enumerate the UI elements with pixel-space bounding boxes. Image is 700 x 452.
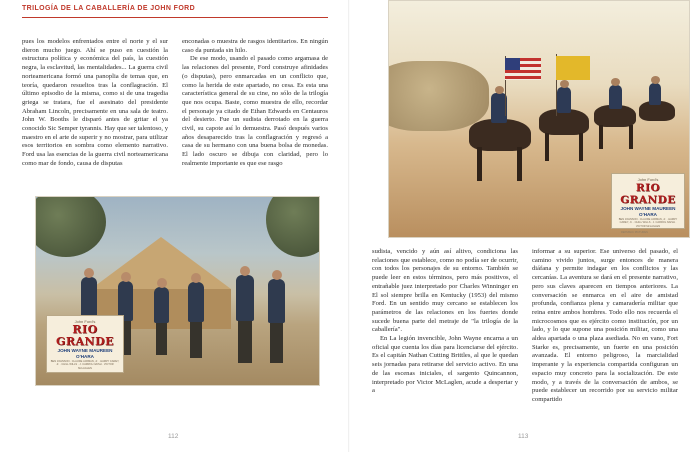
lobby-card-title: [611, 173, 685, 229]
page-number: 112: [168, 433, 179, 440]
rider: [609, 85, 622, 109]
paragraph: pues los modelos enfrentados entre el norte y el sur dieron mucho juego. Ahí se puso en cuestión la estructura política y económica del país, la cuestión negra, la esclavitud, las mentalidades... La guerra civil norteamericana formó una panoplia de temas que, en teoría, quedaron resueltos tras la conflagración. El último episodio de la misma, como si de una tragedia griega se tratara, fue el asesinato del presidente Abraham Lincoln, precisamente en una sala de teatro. John W. Booths le disparó antes de gritar el ya conocido Sic Semper tyrannis. Hay que ser talentoso, y maestro en el arte de superir y no mostrar, para utilizar esos territorios en sombra como elemento narrativo. Ford usa las esencias de la guerra civil norteamericana como mar de fondo, causa de disputas: [22, 38, 168, 167]
paragraph: De ese modo, usando el pasado como argamasa de las relaciones del presente, Ford construye afinidades (o disputas), pero enmarcadas en un conflicto que, como la herida de este apartado, no cesa. Es esta una característica general de su cine, no sólo de la trilogía que nos ocupa. Baste, como muestra de ello, recordar el personaje ya citado de Ethan Edwards en Centauros del desierto. Fue un sudista derrotado en la guerra civil, su capote así lo demuestra. Pasó después varios años desaparecido tras la conflagración y regresó a casa de su hermano con una buena bolsa de monedas. El lado oscuro se dibuja con claridad, pero lo realmente importante es que ese rasgo: [182, 55, 328, 167]
tree: [266, 196, 320, 257]
soldier-figure: [236, 275, 254, 321]
paragraph: sudista, vencido y aún así altivo, condiciona las relaciones que establece, como no podía ser de ocurrir, con todos los personajes de su entorno. También se puede leer en estos términos, pero más positivos, el entrañable juez interpretado por Charles Winninger en El sol siempre brilla en Kentucky (1953) del mismo Ford. En un sentido muy cercano se establecen los parámetros de las relaciones en los fuertes donde sucede buena parte del metraje de "la trilogía de la caballería".: [372, 248, 518, 334]
header-rule: [22, 17, 328, 18]
lobby-card-credits: BEN JOHNSON · CLAUDE JARMAN, Jr. · HARRY CAREY, Jr. · CHILL WILLS · J. CARROL NAISH · VICTOR McLAGLEN: [618, 218, 678, 228]
right-page-column-1: [372, 248, 518, 396]
left-page-column-1: [22, 38, 168, 169]
photo-corner-credit: REPUBLIC PICTURES: [621, 231, 648, 234]
horse-leg: [545, 133, 549, 161]
rider: [649, 83, 661, 105]
right-page-column-2: [532, 248, 678, 405]
horse-leg: [517, 147, 522, 181]
horse-leg: [629, 125, 633, 149]
lobby-card-stars: JOHN WAYNE MAUREEN O'HARA: [620, 206, 676, 217]
cavalry-guidon-flag: [556, 56, 590, 80]
horse-leg: [599, 125, 603, 149]
paragraph: informar a su superior. Ese universo del pasado, el camino vivido juntos, surge entonces de manera diáfana y permite indagar en los conflictos y las cercanías. La aventura se dará en el presente narrativo, pero sus claves aparecen en tiempos anteriores. La conversación se enmarca en el aire de amistad profunda, confianza plena y camaradería militar que reina entre ambos hombres. Todo ello nos recuerda el microcosmos que es ejército como institución, por un lado, y lo que supone una posición militar, como una aldea apartada o una plaza asediada. No en vano, Fort Starke es, precisamente, un fuerte en una posición avanzada. El entorno peligroso, la marcialidad imperante y la experiencia compartida configuran un espacio muy concreto para la socialización. De este modo, y a través de la conversación de ambos, se puede establecer un recorrido por su servicio militar compartido: [532, 248, 678, 403]
lobby-card-presenter: John Ford's: [74, 319, 96, 324]
soldier-figure: [188, 282, 204, 322]
soldier-legs: [270, 323, 283, 363]
soldier-legs: [156, 323, 167, 355]
paragraph: En La legión invencible, John Wayne encarna a un oficial que cuenta los días para licenciarse del ejército. Es el capitán Nathan Cutting Brittles, al que le quedan seis jornadas para retirarse del servicio activo. En una de las escenas iniciales, el sargento Quincannon, interpretado por Victor McLaglen, acude a despertar y a: [372, 335, 518, 395]
lobby-card-presenter: John Ford's: [637, 177, 659, 182]
paragraph: enconadas o muestra de rasgos identitarios. En ningún caso da puntada sin hilo.: [182, 38, 328, 54]
lobby-card-movie-title: RIO GRANDE: [620, 182, 676, 206]
running-head: TRILOGÍA DE LA CABALLERÍA DE JOHN FORD: [22, 5, 196, 12]
soldier-legs: [190, 322, 202, 358]
lobby-card-title: [46, 315, 124, 373]
horse-leg: [477, 147, 482, 181]
soldier-legs: [238, 321, 252, 363]
us-flag-canton: [505, 58, 520, 70]
lobby-card-movie-title: RIO GRANDE: [55, 323, 115, 348]
horse-leg: [579, 133, 583, 161]
page-number: 113: [518, 433, 529, 440]
rider: [557, 87, 571, 113]
film-still-cavalry: [388, 0, 690, 238]
lobby-card-stars: JOHN WAYNE MAUREEN O'HARA: [57, 348, 113, 359]
soldier-figure: [268, 279, 285, 323]
lobby-card-credits: BEN JOHNSON · CLAUDE JARMAN, Jr. · HARRY CAREY, Jr. · CHILL WILLS · J. CARROL NAISH · VICTOR McLAGLEN: [50, 360, 120, 370]
hill: [388, 61, 489, 131]
left-page-column-2: [182, 38, 328, 169]
soldier-figure: [154, 287, 169, 323]
film-still-camp: [35, 196, 320, 386]
soldier-figure: [81, 277, 97, 319]
